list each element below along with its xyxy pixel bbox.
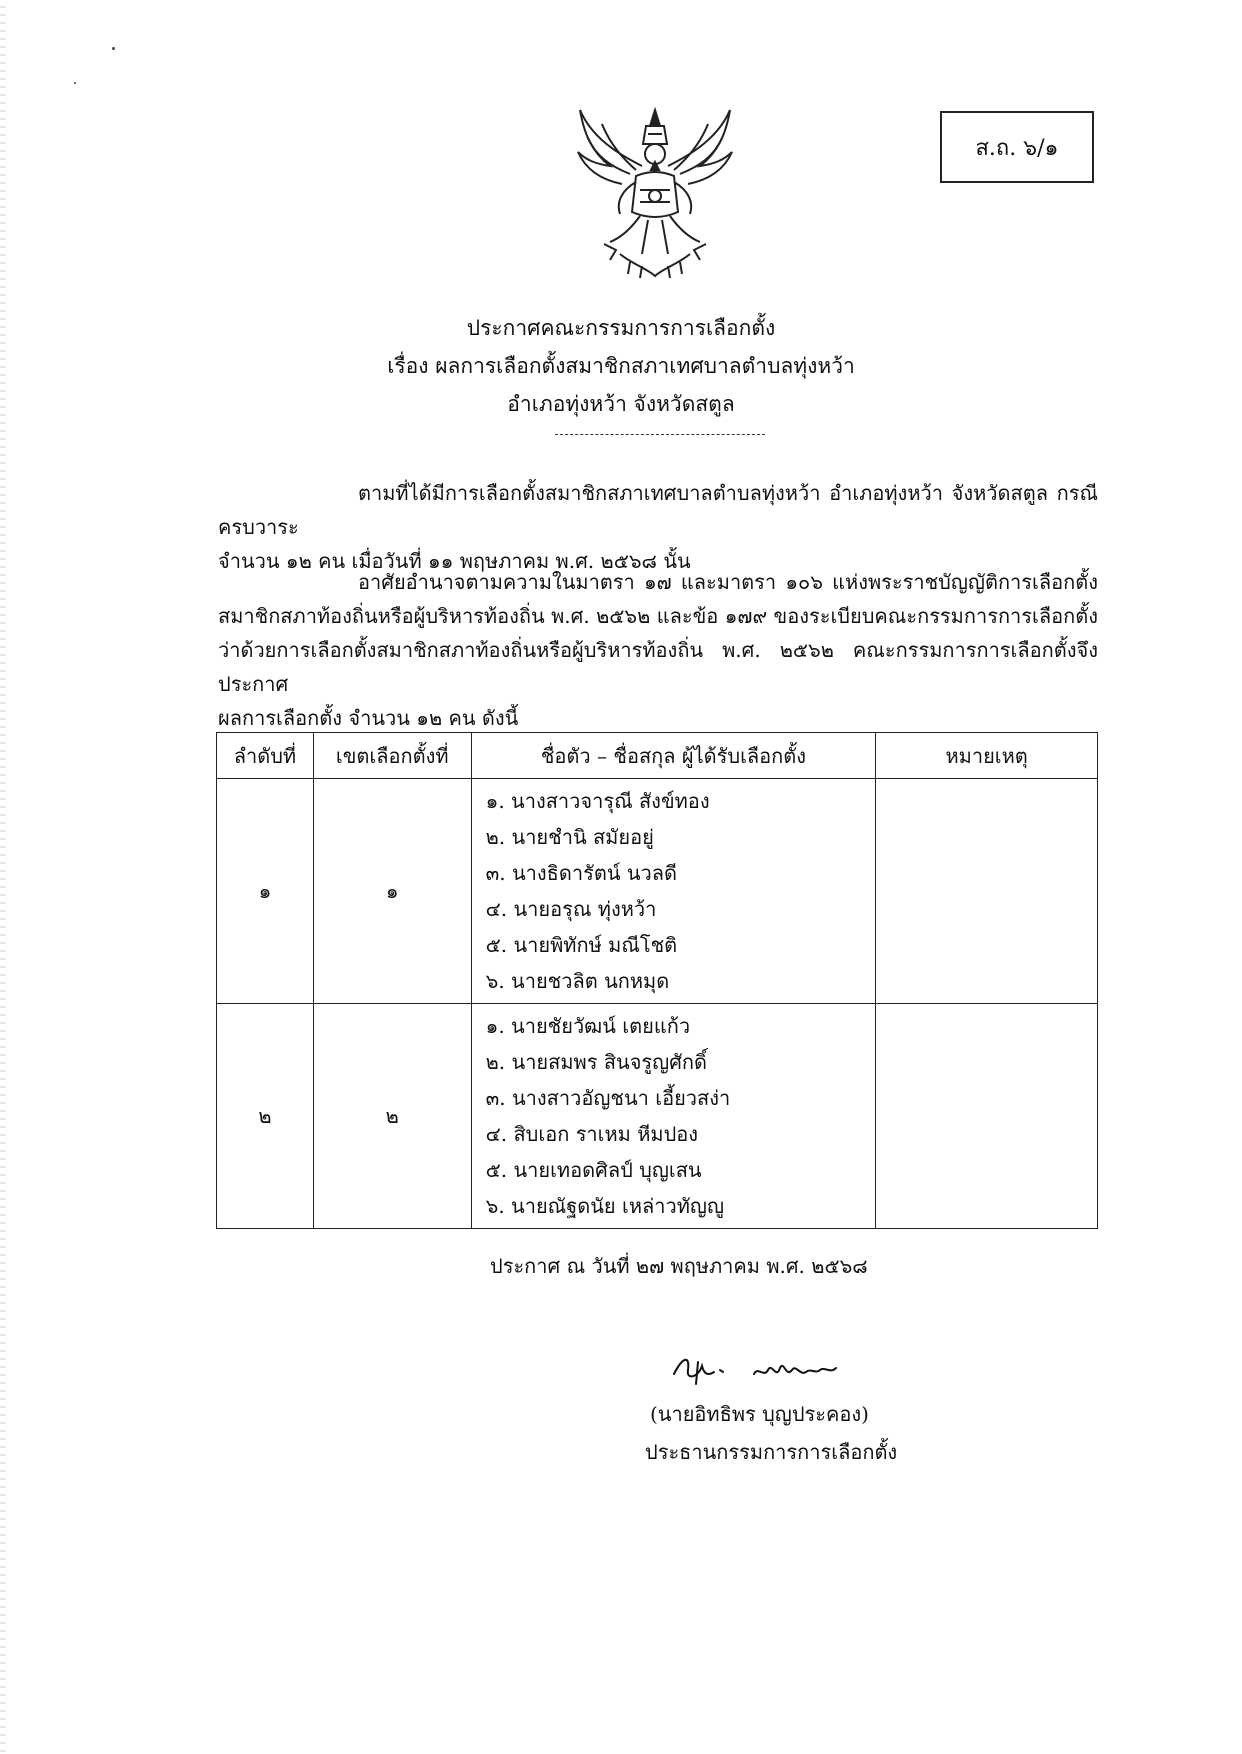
form-code-box (940, 111, 1094, 183)
scan-edge-artifact (0, 0, 6, 1754)
header-district: เขตเลือกตั้งที่ (313, 733, 471, 779)
handwritten-signature-icon (668, 1344, 868, 1394)
paragraph-line (218, 565, 1098, 599)
garuda-emblem-icon (570, 104, 740, 284)
form-code: ส.ถ. ๖/๑ (975, 135, 1059, 161)
elected-member: ๖. นายชวลิต นกหมุด (485, 969, 670, 993)
announcement-location: อำเภอทุ่งหว้า จังหวัดสตูล (507, 392, 735, 416)
row-remarks (876, 1004, 1098, 1229)
paragraph-intro (218, 476, 1098, 578)
paragraph-authority-line4: ผลการเลือกตั้ง จำนวน ๑๒ คน ดังนี้ (218, 706, 519, 730)
scan-speck (74, 82, 76, 84)
header-remarks: หมายเหตุ (876, 733, 1098, 779)
elected-member: ๔. นายอรุณ ทุ่งหว้า (485, 897, 657, 921)
announcement-subject: เรื่อง ผลการเลือกตั้งสมาชิกสภาเทศบาลตำบลทุ่งหว้า (387, 354, 855, 378)
paragraph-authority-line2: สมาชิกสภาท้องถิ่นหรือผู้บริหารท้องถิ่น พ.ศ. ๒๕๖๒ และข้อ ๑๗๙ ของระเบียบคณะกรรมการการเลือกตั้ง (218, 604, 1098, 628)
row-remarks (876, 779, 1098, 1004)
announcement-title: ประกาศคณะกรรมการการเลือกตั้ง (466, 316, 776, 340)
elected-member: ๓. นางธิดารัตน์ นวลดี (485, 861, 678, 885)
paragraph-authority (218, 565, 1098, 735)
row-names (471, 1004, 876, 1229)
elected-member: ๒. นายสมพร สินจรูญศักดิ์ (485, 1050, 707, 1074)
row-district: ๑ (313, 779, 471, 1004)
paragraph-authority-line3: ว่าด้วยการเลือกตั้งสมาชิกสภาท้องถิ่นหรือผู้บริหารท้องถิ่น พ.ศ. ๒๕๖๒ คณะกรรมการการเลือกตั้งจึงประกาศ (218, 638, 1098, 696)
announcement-date: ประกาศ ณ วันที่ ๒๗ พฤษภาคม พ.ศ. ๒๕๖๘ (490, 1254, 868, 1278)
heading-divider (555, 434, 765, 435)
row-district: ๒ (313, 1004, 471, 1229)
results-table (216, 732, 1098, 1229)
row-names (471, 779, 876, 1004)
scan-speck (112, 47, 115, 50)
row-order: ๒ (217, 1004, 314, 1229)
elected-member: ๕. นายพิทักษ์ มณีโชติ (485, 933, 678, 957)
elected-member: ๕. นายเทอดศิลป์ บุญเสน (485, 1158, 702, 1182)
signer-position: ประธานกรรมการการเลือกตั้ง (645, 1440, 898, 1464)
elected-member: ๓. นางสาวอัญชนา เอี้ยวสง่า (485, 1086, 731, 1110)
signer-name: (นายอิทธิพร บุญประคอง) (650, 1402, 869, 1426)
elected-member: ๒. นายชำนิ สมัยอยู่ (485, 825, 654, 849)
paragraph-intro-line1: ตามที่ได้มีการเลือกตั้งสมาชิกสภาเทศบาลตำบลทุ่งหว้า อำเภอทุ่งหว้า จังหวัดสตูล กรณีครบวาระ (218, 481, 1098, 539)
table-row (217, 779, 1098, 1004)
elected-member: ๑. นางสาวจารุณี สังข์ทอง (485, 789, 710, 813)
paragraph-intro-line2: จำนวน ๑๒ คน เมื่อวันที่ ๑๑ พฤษภาคม พ.ศ. ๒๕๖๘ นั้น (218, 549, 691, 573)
elected-member: ๖. นายณัฐดนัย เหล่าวทัญญู (485, 1194, 724, 1218)
row-order: ๑ (217, 779, 314, 1004)
header-names: ชื่อตัว – ชื่อสกุล ผู้ได้รับเลือกตั้ง (471, 733, 876, 779)
elected-member: ๑. นายชัยวัฒน์ เตยแก้ว (485, 1014, 691, 1038)
paragraph-line (218, 476, 1098, 544)
header-order: ลำดับที่ (217, 733, 314, 779)
paragraph-authority-line1: อาศัยอำนาจตามความในมาตรา ๑๗ และมาตรา ๑๐๖ แห่งพระราชบัญญัติการเลือกตั้ง (358, 570, 1098, 594)
elected-member: ๔. สิบเอก ราเหม หีมปอง (485, 1122, 699, 1146)
table-row (217, 1004, 1098, 1229)
table-header-row (217, 733, 1098, 779)
